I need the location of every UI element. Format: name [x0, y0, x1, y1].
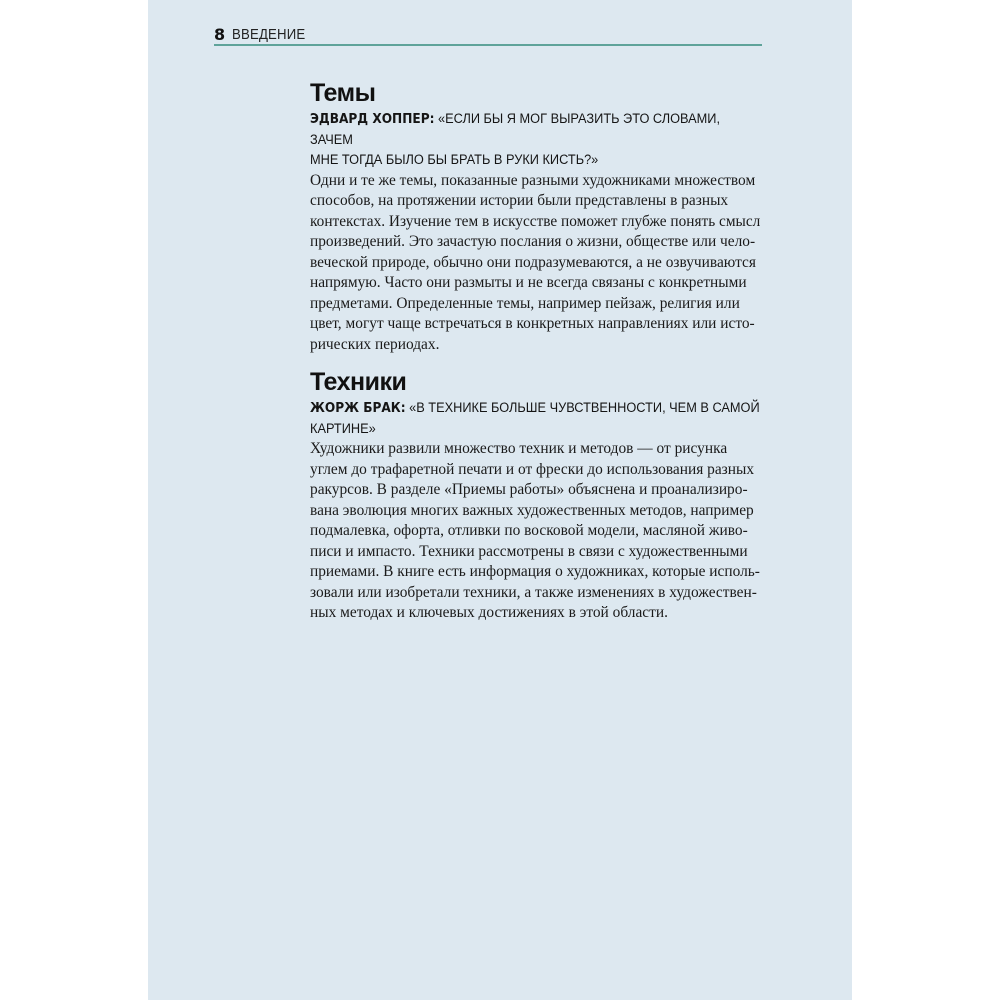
section-body [310, 171, 760, 356]
quote-line: «В ТЕХНИКЕ БОЛЬШЕ ЧУВСТВЕННОСТИ, ЧЕМ В САМОЙ [409, 400, 760, 416]
section-quote [310, 398, 760, 439]
book-page [148, 0, 852, 1000]
main-content [310, 78, 760, 636]
running-head [214, 24, 762, 44]
section-techniques [310, 367, 760, 624]
section-title: Техники [310, 368, 407, 396]
body-line: приемами. В книге есть информация о художниках, которые исполь- [310, 563, 760, 580]
quote-author: ЖОРЖ БРАК: [310, 400, 406, 416]
body-line: писи и импасто. Техники рассмотрены в связи с художественными [310, 542, 748, 560]
body-line: веческой природе, обычно они подразумеваются, а не озвучиваются [310, 253, 756, 271]
section-themes [310, 78, 760, 355]
section-body [310, 439, 760, 624]
quote-author: ЭДВАРД ХОППЕР: [310, 111, 435, 127]
body-line: зовали или изобретали техники, а также изменениях в художествен- [310, 583, 757, 601]
body-line: подмалевка, офорта, отливки по восковой модели, масляной живо- [310, 522, 748, 539]
body-line: напрямую. Часто они размыты и не всегда связаны с конкретными [310, 274, 747, 291]
body-line: рических периодах. [310, 335, 440, 353]
body-line: произведений. Это зачастую послания о жизни, обществе или чело- [310, 233, 756, 250]
quote-line: «ЕСЛИ БЫ Я МОГ ВЫРАЗИТЬ ЭТО СЛОВАМИ, ЗАЧЕМ [310, 111, 721, 148]
quote-line: МНЕ ТОГДА БЫЛО БЫ БРАТЬ В РУКИ КИСТЬ?» [310, 152, 599, 168]
body-line: способов, на протяжении истории были представлены в разных [310, 192, 729, 209]
section-quote [310, 109, 760, 171]
body-line: Одни и те же темы, показанные разными художниками множеством [310, 171, 756, 189]
body-line: ракурсов. В разделе «Приемы работы» объяснена и проанализиро- [310, 481, 748, 498]
chapter-title: ВВЕДЕНИЕ [232, 25, 306, 43]
header-rule [214, 44, 762, 46]
page-number: 8 [214, 24, 226, 44]
body-line: цвет, могут чаще встречаться в конкретных направлениях или исто- [310, 315, 755, 332]
body-line: Художники развили множество техник и методов — от рисунка [310, 440, 728, 457]
body-line: ных методах и ключевых достижениях в этой области. [310, 604, 668, 621]
body-line: предметами. Определенные темы, например пейзаж, религия или [310, 294, 740, 312]
body-line: углем до трафаретной печати и от фрески до использования разных [310, 460, 755, 478]
body-line: вана эволюция многих важных художественных методов, например [310, 501, 754, 519]
quote-line: КАРТИНЕ» [310, 420, 376, 437]
body-line: контекстах. Изучение тем в искусстве поможет глубже понять смысл [310, 212, 761, 230]
section-title: Темы [310, 79, 376, 107]
